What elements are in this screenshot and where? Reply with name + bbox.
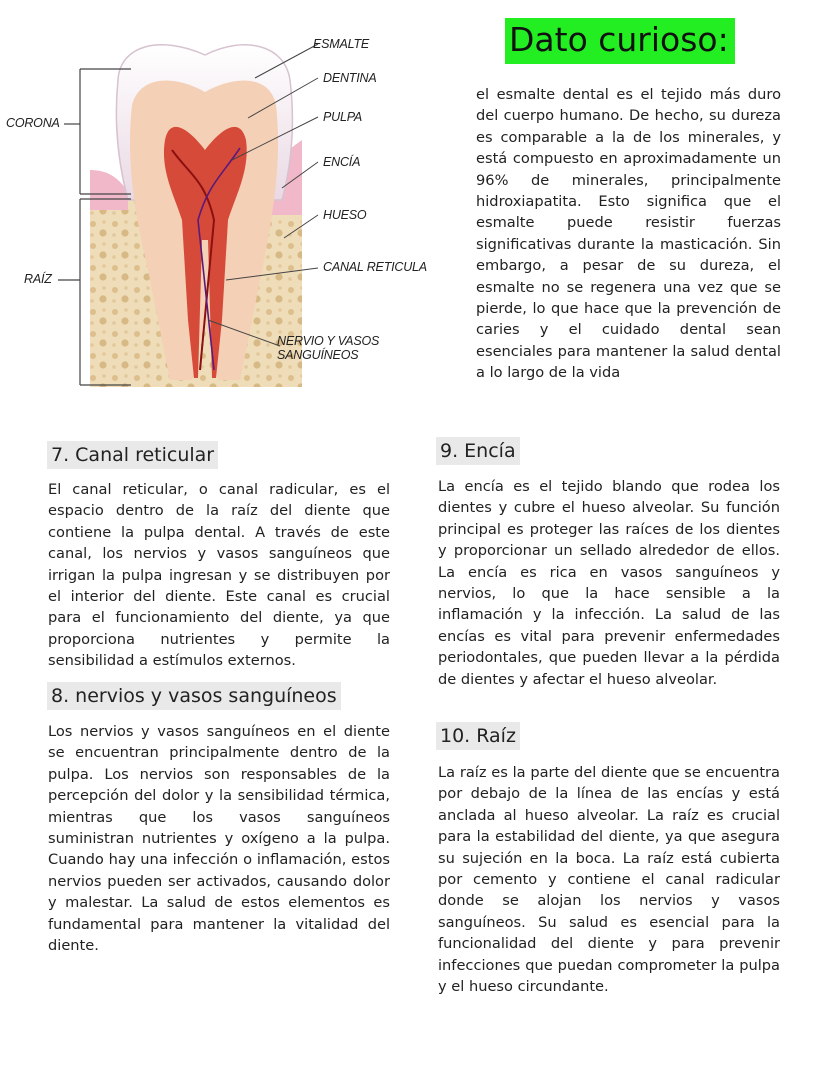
label-encia: ENCÍA — [323, 155, 361, 169]
label-nervio-1: NERVIO Y VASOS — [277, 334, 380, 348]
section-10-text: La raíz es la parte del diente que se encuentra por debajo de la línea de las encías y está anclada al hueso alveolar. La raíz es crucial para la estabilidad del diente, ya que asegura su sujeción en la boca. La raíz está cubierta por cemento y contiene el canal radicular donde se alojan los nervios y vasos sanguíneos. Su salud es esencial para la funcionalidad del diente y para prevenir infecciones que puedan comprometer la pulpa y el hueso circundante. — [438, 764, 780, 996]
label-dentina: DENTINA — [323, 71, 377, 85]
tooth-illustration — [0, 20, 470, 400]
tooth-diagram — [0, 20, 470, 400]
label-canal: CANAL RETICULA — [323, 260, 427, 274]
dato-curioso-text: el esmalte dental es el tejido más duro del cuerpo humano. De hecho, su dureza es comparable a la de los minerales, y está compuesto en aproximadamente un 96% de minerales, principalmente hidroxiapatita. Esto significa que el esmalte puede resistir fuerzas significativas durante la masticación. Sin embargo, a pesar de su dureza, el esmalte no se regenera una vez que se pierde, lo que hace que la prevención de caries y el cuidado dental sean esenciales para mantener la salud dental a lo largo de la vida — [476, 86, 781, 382]
section-7-heading: 7. Canal reticular — [47, 441, 218, 469]
section-7-text: El canal reticular, o canal radicular, es el espacio dentro de la raíz del diente que contiene la pulpa dental. A través de este canal, los nervios y vasos sanguíneos que irrigan la pulpa ingresan y se distribuyen por el interior del diente. Este canal es crucial para el funcionamiento del diente, ya que proporciona nutrientes y permite la sensibilidad a estímulos externos. — [48, 481, 390, 670]
label-nervio-2: SANGUÍNEOS — [277, 348, 359, 362]
section-9-text: La encía es el tejido blando que rodea los dientes y cubre el hueso alveolar. Su función principal es proteger las raíces de los dientes y proporcionar un sellado alrededor de ellos. La encía es rica en vasos sanguíneos y nervios, lo que la hace sensible a la inflamación y la infección. La salud de las encías es vital para prevenir enfermedades periodontales, que pueden llevar a la pérdida de dientes y afectar el hueso alveolar. — [438, 478, 780, 688]
dato-curioso-title: Dato curioso: — [505, 18, 735, 64]
label-hueso: HUESO — [323, 208, 367, 222]
label-pulpa: PULPA — [323, 110, 363, 124]
label-esmalte: ESMALTE — [313, 37, 370, 51]
label-raiz: RAÍZ — [24, 272, 52, 286]
section-9-heading: 9. Encía — [436, 437, 520, 465]
section-10-heading: 10. Raíz — [436, 722, 520, 750]
section-8-heading: 8. nervios y vasos sanguíneos — [47, 682, 341, 710]
label-corona: CORONA — [6, 116, 60, 130]
section-8-text: Los nervios y vasos sanguíneos en el diente se encuentran principalmente dentro de la pulpa. Los nervios son responsables de la percepción del dolor y la sensibilidad térmica, mientras que los vasos sanguíneos suministran nutrientes y oxígeno a la pulpa. Cuando hay una infección o inflamación, estos nervios pueden ser activados, causando dolor y malestar. La salud de estos elementos es fundamental para mantener la vitalidad del diente. — [48, 723, 390, 955]
